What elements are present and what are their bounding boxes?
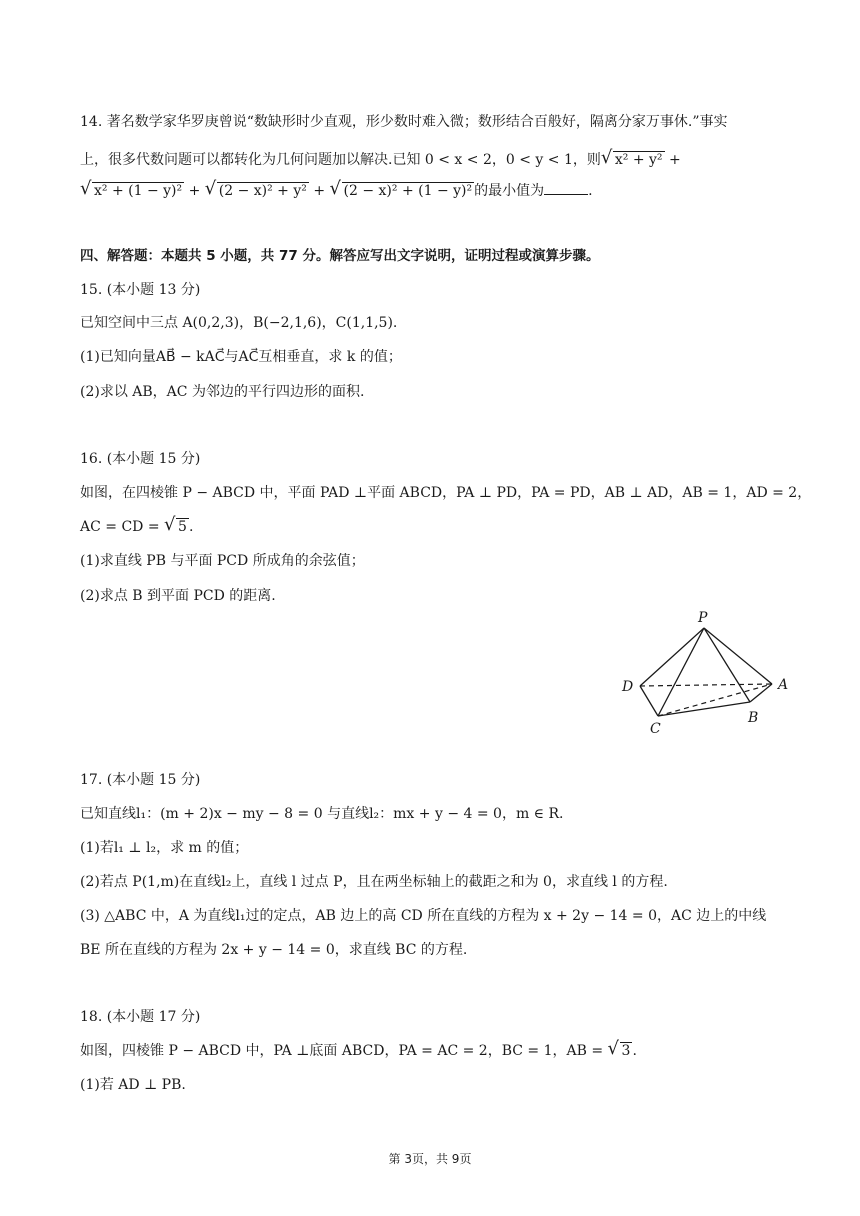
sqrt-expression: √ x² + (1 − y)² [80, 178, 183, 199]
q15-part2: (2)求以 AB，AC 为邻边的平行四边形的面积. [80, 384, 365, 400]
q15-head: 15. (本小题 13 分) [80, 282, 201, 298]
q16-period: . [188, 519, 194, 535]
sqrt-radicand: 5 [178, 519, 187, 535]
q18-head: 18. (本小题 17 分) [80, 1009, 201, 1025]
q17-part1: (1)若l₁ ⊥ l₂，求 m 的值； [80, 840, 249, 856]
sqrt-radicand: x² + y² [614, 152, 663, 168]
answer-blank [544, 180, 588, 195]
sqrt-expression: √ 3 [607, 1038, 631, 1059]
q16-part2: (2)求点 B 到平面 PCD 的距离. [80, 588, 276, 604]
q15-stem: 已知空间中三点 A(0,2,3)，B(−2,1,6)，C(1,1,5). [80, 315, 398, 331]
label-B: B [748, 710, 759, 726]
section-heading: 四、解答题：本题共 5 小题，共 77 分。解答应写出文字说明，证明过程或演算步骤。 [80, 248, 600, 264]
q18-stem-text: 如图，四棱锥 P − ABCD 中，PA ⊥底面 ABCD，PA = AC = 2，BC = 1，AB = [80, 1043, 608, 1059]
label-P: P [698, 610, 708, 626]
q17-part3b: BE 所在直线的方程为 2x + y − 14 = 0，求直线 BC 的方程. [80, 942, 468, 958]
sqrt-radicand: x² + (1 − y)² [94, 183, 183, 199]
edge-CB [658, 702, 750, 716]
q18-stem [80, 1038, 780, 1061]
q17-head: 17. (本小题 15 分) [80, 772, 201, 788]
sqrt-expression: √ 5 [164, 514, 187, 535]
pyramid-figure [618, 606, 798, 736]
page-footer: 第 3页，共 9页 [388, 1152, 472, 1166]
sqrt-radicand: (2 − x)² + y² [218, 183, 307, 199]
q14-plus: + [664, 152, 681, 168]
edge-BA [750, 684, 772, 702]
q18-period: . [632, 1043, 637, 1059]
q17-part2: (2)若点 P(1,m)在直线l₂上，直线 l 过点 P，且在两坐标轴上的截距之和为 0，求直线 l 的方程. [80, 874, 668, 890]
sqrt-radicand: (2 − x)² + (1 − y)² [343, 183, 473, 199]
q14-line2-text: 上，很多代数问题可以都转化为几何问题加以解决.已知 0 < x < 2，0 < y < 1，则 [80, 152, 601, 168]
q14-plus: + [308, 183, 330, 199]
sqrt-expression: √ (2 − x)² + (1 − y)² [329, 178, 473, 199]
q16-part1: (1)求直线 PB 与平面 PCD 所成角的余弦值； [80, 553, 365, 569]
label-D: D [622, 679, 634, 695]
q14-line2 [80, 147, 780, 170]
edge-DA-hidden [640, 684, 772, 686]
q17-part3a: (3) △ABC 中，A 为直线l₁过的定点，AB 边上的高 CD 所在直线的方程为 x + 2y − 14 = 0，AC 边上的中线 [80, 908, 767, 924]
edge-DC [640, 686, 658, 716]
edge-PC [658, 628, 704, 716]
q16-stem2-text: AC = CD = [80, 519, 165, 535]
sqrt-radicand: 3 [621, 1043, 631, 1059]
q14-line3 [80, 180, 780, 201]
q14-line1: 14. 著名数学家华罗庚曾说“数缺形时少直观，形少数时难入微；数形结合百般好，隔离分家万事休.”事实 [80, 114, 728, 130]
q18-part1: (1)若 AD ⊥ PB. [80, 1077, 186, 1093]
q14-plus: + [184, 183, 205, 199]
sqrt-expression: √ (2 − x)² + y² [204, 178, 307, 199]
q16-stem1: 如图，在四棱锥 P − ABCD 中，平面 PAD ⊥平面 ABCD，PA ⊥ PD，PA = PD，AB ⊥ AD，AB = 1，AD = 2， [80, 485, 812, 501]
q14-period: . [588, 183, 593, 199]
q16-stem2 [80, 514, 780, 537]
sqrt-expression: √ x² + y² [600, 147, 663, 168]
q14-tail: 的最小值为 [474, 183, 545, 199]
label-A: A [778, 677, 789, 693]
edge-PA [704, 628, 772, 684]
q16-head: 16. (本小题 15 分) [80, 451, 201, 467]
label-C: C [650, 721, 661, 736]
edge-PB [704, 628, 750, 702]
edge-PD [640, 628, 704, 686]
q17-stem: 已知直线l₁：(m + 2)x − my − 8 = 0 与直线l₂：mx + y − 4 = 0，m ∈ R. [80, 806, 564, 822]
q15-part1: (1)已知向量AB⃗ − kAC⃗与AC⃗互相垂直，求 k 的值； [80, 349, 402, 365]
